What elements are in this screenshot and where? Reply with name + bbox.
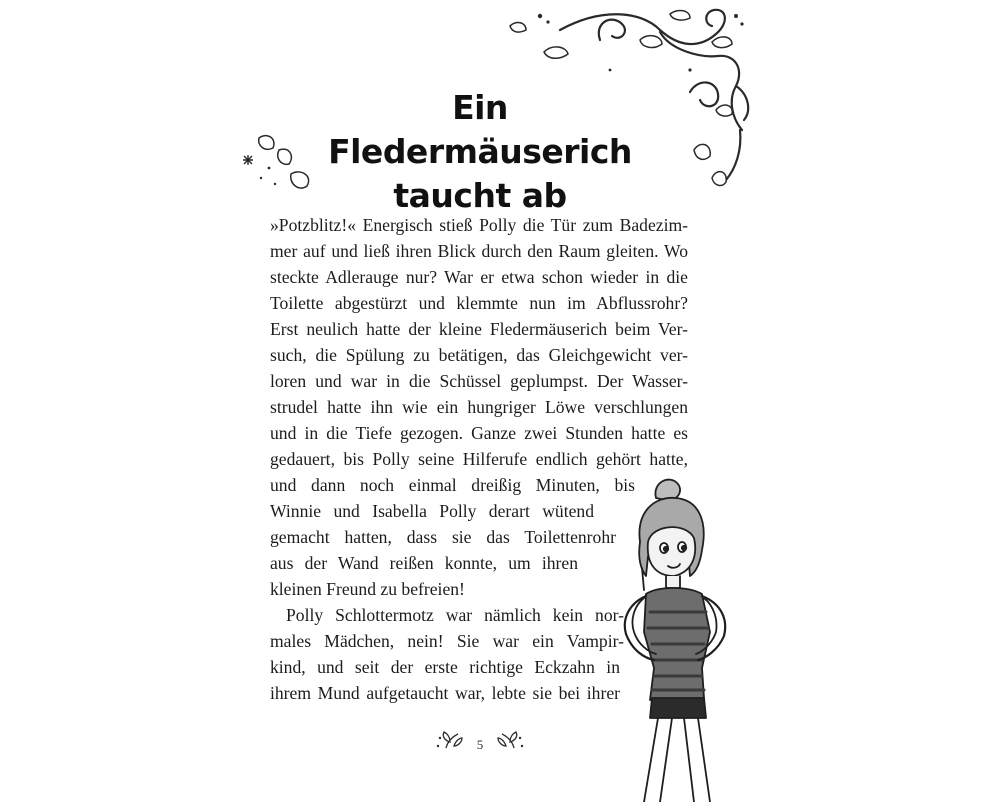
text-line: strudel hatte ihn wie ein hungriger Löwe verschlungen xyxy=(270,397,688,417)
text-line: Toilette abgestürzt und klemmte nun im Abflussrohr? xyxy=(270,293,688,313)
text-line: kleinen Freund zu befreien! xyxy=(270,579,465,599)
text-line: Winnie und Isabella Polly derart wütend xyxy=(270,501,594,521)
text-line: und in die Tiefe gezogen. Ganze zwei Stunden hatte es xyxy=(270,423,688,443)
girl-illustration xyxy=(614,472,774,802)
text-line: »Potzblitz!« Energisch stieß Polly die Tür zum Badezim- xyxy=(270,215,688,235)
text-line: und dann noch einmal dreißig Minuten, bis xyxy=(270,475,635,495)
chapter-title-line-2: taucht ab xyxy=(393,176,567,215)
text-line: ihrem Mund aufgetaucht war, lebte sie bei ihrer xyxy=(270,683,620,703)
chapter-title xyxy=(300,86,660,218)
text-line: gedauert, bis Polly seine Hilferufe endlich gehört hatte, xyxy=(270,449,688,469)
text-line: aus der Wand reißen konnte, um ihren xyxy=(270,553,578,573)
text-line: Polly Schlottermotz war nämlich kein nor- xyxy=(286,605,624,625)
text-line: mer auf und ließ ihren Blick durch den Raum gleiten. Wo xyxy=(270,241,688,261)
text-line: Erst neulich hatte der kleine Fledermäuserich beim Ver- xyxy=(270,319,688,339)
text-line: steckte Adlerauge nur? War er etwa schon wieder in die xyxy=(270,267,688,287)
text-line: such, die Spülung zu betätigen, das Gleichgewicht ver- xyxy=(270,345,688,365)
text-line: loren und war in die Schüssel geplumpst. Der Wasser- xyxy=(270,371,688,391)
text-line: kind, und seit der erste richtige Eckzahn in xyxy=(270,657,620,677)
page-number: 5 xyxy=(476,737,484,752)
text-line: gemacht hatten, dass sie das Toilettenrohr xyxy=(270,527,616,547)
text-line: males Mädchen, nein! Sie war ein Vampir- xyxy=(270,631,624,651)
chapter-title-line-1: Ein Fledermäuserich xyxy=(328,88,632,171)
